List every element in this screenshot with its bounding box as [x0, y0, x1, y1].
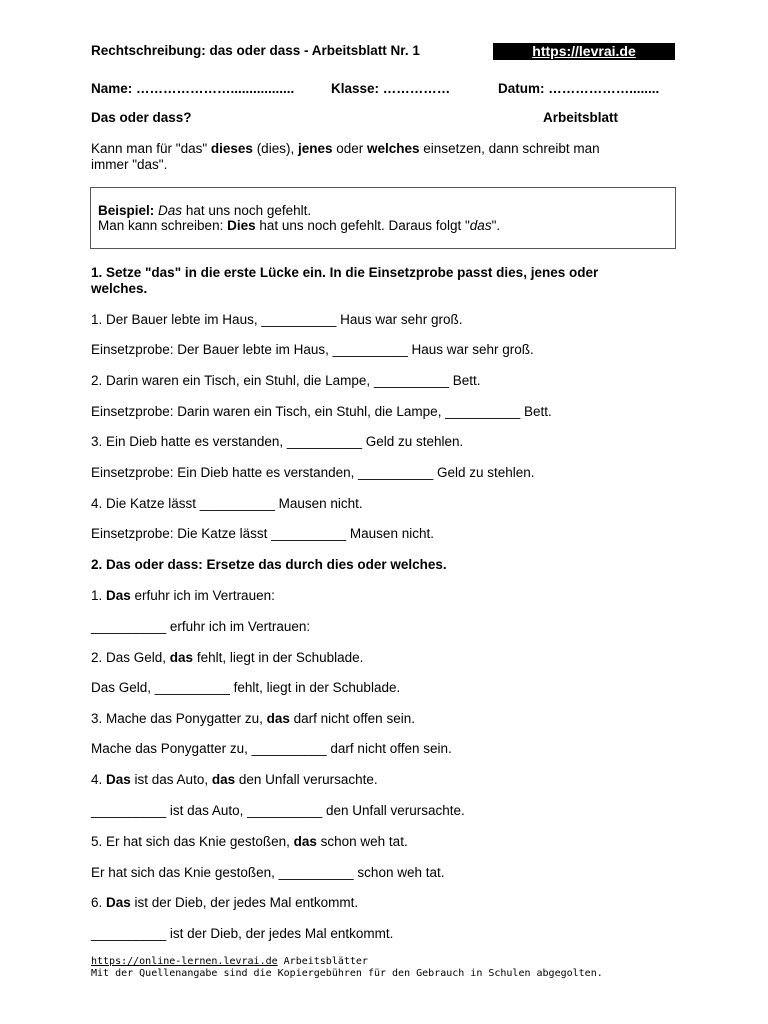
task1-line: 4. Die Katze lässt __________ Mausen nicht. — [91, 496, 363, 511]
intro-line-1: Kann man für "das" dieses (dies), jenes oder welches einsetzen, dann schreibt man — [91, 141, 600, 156]
task2-heading: 2. Das oder dass: Ersetze das durch dies oder welches. — [91, 557, 447, 572]
site-url-text[interactable]: https://levrai.de — [532, 43, 636, 59]
task1-line: 2. Darin waren ein Tisch, ein Stuhl, die Lampe, __________ Bett. — [91, 373, 481, 388]
site-url-link[interactable] — [493, 43, 675, 60]
task1-line: Einsetzprobe: Darin waren ein Tisch, ein Stuhl, die Lampe, __________ Bett. — [91, 404, 552, 419]
task2-sentence: 4. Das ist das Auto, das den Unfall verursachte. — [91, 772, 378, 787]
task2-fill-line: __________ ist der Dieb, der jedes Mal entkommt. — [91, 926, 394, 941]
task1-heading-line-1: 1. Setze "das" in die erste Lücke ein. In die Einsetzprobe passt dies, jenes oder — [91, 265, 599, 280]
example-line-1: Beispiel: Das hat uns noch gefehlt. — [98, 203, 312, 218]
task2-sentence: 3. Mache das Ponygatter zu, das darf nicht offen sein. — [91, 711, 415, 726]
example-line-2: Man kann schreiben: Dies hat uns noch gefehlt. Daraus folgt "das". — [98, 218, 501, 233]
name-field: Name: …………………................. — [91, 81, 295, 96]
task2-sentence: 2. Das Geld, das fehlt, liegt in der Schublade. — [91, 650, 364, 665]
date-field: Datum: ………………........ — [498, 81, 660, 96]
section-heading: Das oder dass? — [91, 110, 192, 125]
task1-heading-line-2: welches. — [91, 281, 148, 296]
sheet-label: Arbeitsblatt — [543, 110, 619, 125]
task2-sentence: 1. Das erfuhr ich im Vertrauen: — [91, 588, 275, 603]
footer-source: https://online-lernen.levrai.de Arbeitsblätter — [91, 956, 368, 967]
task2-fill-line: Mache das Ponygatter zu, __________ darf nicht offen sein. — [91, 741, 452, 756]
intro-line-2: immer "das". — [91, 157, 168, 172]
worksheet-title: Rechtschreibung: das oder dass - Arbeitsblatt Nr. 1 — [91, 43, 420, 58]
task2-sentence: 6. Das ist der Dieb, der jedes Mal entkommt. — [91, 895, 359, 910]
task1-line: Einsetzprobe: Ein Dieb hatte es verstanden, __________ Geld zu stehlen. — [91, 465, 535, 480]
task1-line: Einsetzprobe: Der Bauer lebte im Haus, __________ Haus war sehr groß. — [91, 342, 534, 357]
footer-notice: Mit der Quellenangabe sind die Kopiergebühren für den Gebrauch in Schulen abgegolten. — [91, 968, 603, 979]
task2-fill-line: __________ ist das Auto, __________ den Unfall verursachte. — [91, 803, 465, 818]
task2-fill-line: Er hat sich das Knie gestoßen, __________ schon weh tat. — [91, 865, 445, 880]
task2-fill-line: __________ erfuhr ich im Vertrauen: — [91, 619, 311, 634]
task2-sentence: 5. Er hat sich das Knie gestoßen, das schon weh tat. — [91, 834, 408, 849]
task2-fill-line: Das Geld, __________ fehlt, liegt in der Schublade. — [91, 680, 401, 695]
task1-line: 1. Der Bauer lebte im Haus, __________ Haus war sehr groß. — [91, 312, 463, 327]
task1-line: 3. Ein Dieb hatte es verstanden, __________ Geld zu stehlen. — [91, 434, 464, 449]
task1-line: Einsetzprobe: Die Katze lässt __________ Mausen nicht. — [91, 526, 434, 541]
footer-link[interactable]: https://online-lernen.levrai.de — [91, 956, 278, 967]
class-field: Klasse: …………… — [331, 81, 451, 96]
